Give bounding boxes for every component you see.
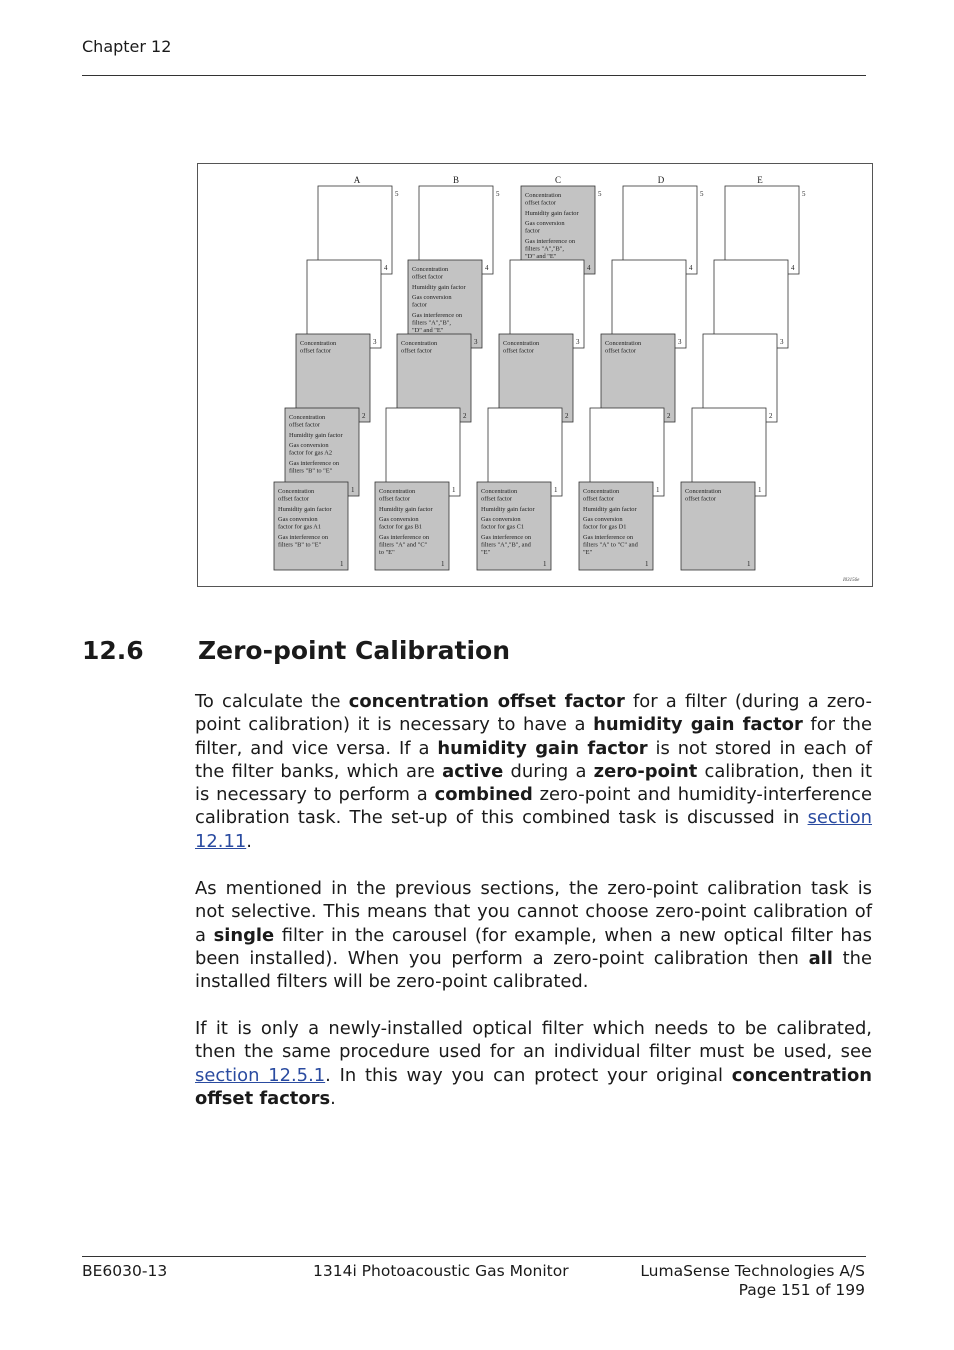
- sheet-text-line: Gas conversion: [583, 516, 623, 524]
- filter-bank-figure: [197, 163, 873, 587]
- sheet-text-line: "D" and "E": [412, 326, 444, 334]
- text-run: . In this way you can protect your original: [325, 1064, 732, 1086]
- sheet-text-line: Concentration: [278, 488, 315, 495]
- sheet-text-line: "D" and "E": [525, 252, 557, 260]
- sheet-text-line: Humidity gain factor: [481, 505, 535, 513]
- sheet-text-line: Concentration: [503, 340, 540, 347]
- sheet-text-line: Humidity gain factor: [583, 505, 637, 513]
- filter-sheet-e-1: [681, 482, 762, 570]
- sheet-text-line: offset factor: [685, 495, 716, 503]
- sheet-level-number: 3: [576, 338, 580, 346]
- filter-sheet-b-1: [375, 482, 456, 570]
- sheet-level-marker: 1: [747, 560, 751, 568]
- sheet-level-marker: 1: [441, 560, 445, 568]
- text-run: the installed filters will be zero-point calibrated.: [195, 947, 872, 993]
- text-run: for a filter (during a zero-point calibration) it is necessary to have a: [195, 691, 872, 736]
- sheet-text-line: factor for gas B1: [379, 523, 423, 531]
- sheet-text-line: filters "A" and "C": [379, 541, 428, 549]
- sheet-text-line: offset factor: [379, 495, 410, 503]
- sheet-level-number: 2: [463, 412, 467, 420]
- sheet-text-line: offset factor: [412, 273, 443, 281]
- sheet-text-line: Gas interference on: [278, 534, 329, 541]
- sheet-text-line: factor for gas A1: [278, 523, 322, 531]
- section-12-11-link[interactable]: section 12.11: [195, 807, 872, 852]
- filter-sheet-d-1: [579, 482, 660, 570]
- footer-doc-id: BE6030-13: [82, 1262, 168, 1280]
- sheet-text-line: offset factor: [583, 495, 614, 503]
- text-run: .: [246, 830, 252, 852]
- sheet-text-line: filters "B" to "E": [289, 467, 333, 475]
- footer-company: LumaSense Technologies A/S: [640, 1262, 865, 1280]
- sheet-text-line: Concentration: [300, 340, 337, 347]
- bold-term: combined: [434, 784, 533, 806]
- sheet-text-line: filters "A","B",: [525, 245, 565, 253]
- sheet-text-line: Concentration: [289, 414, 326, 421]
- sheet-level-number: 3: [780, 338, 784, 346]
- text-run: during a: [503, 760, 594, 782]
- footer-page: Page 151 of 199: [738, 1281, 865, 1299]
- sheet-text-line: offset factor: [401, 347, 432, 355]
- sheet-level-number: 3: [678, 338, 682, 346]
- sheet-text-line: filters "A","B", and: [481, 541, 531, 549]
- sheet-level-number: 1: [351, 486, 355, 494]
- sheet-level-number: 4: [689, 264, 693, 272]
- filter-bank-diagram: [197, 163, 873, 587]
- sheet-level-number: 1: [758, 486, 762, 494]
- column-label-b: B: [452, 175, 460, 185]
- paragraph-1: [195, 690, 872, 853]
- filter-sheet-c-1: [477, 482, 558, 570]
- sheet-level-number: 3: [474, 338, 478, 346]
- sheet-text-line: Gas conversion: [525, 220, 565, 228]
- sheet-level-number: 2: [667, 412, 671, 420]
- sheet-level-number: 1: [554, 486, 558, 494]
- sheet-level-number: 5: [700, 190, 704, 198]
- sheet-text-line: Gas interference on: [289, 460, 340, 467]
- sheet-level-marker: 1: [543, 560, 547, 568]
- sheet-text-line: Gas conversion: [481, 516, 521, 524]
- sheet-level-number: 2: [565, 412, 569, 420]
- bold-term: single: [213, 924, 275, 946]
- sheet-text-line: Concentration: [605, 340, 642, 347]
- bold-term: active: [442, 760, 504, 782]
- sheet-text-line: Gas interference on: [583, 534, 634, 541]
- text-run: To calculate the: [195, 691, 349, 712]
- section-heading: [82, 636, 510, 665]
- sheet-text-line: offset factor: [289, 421, 320, 429]
- sheet-text-line: Concentration: [412, 266, 449, 273]
- sheet-text-line: "E": [583, 548, 593, 556]
- sheet-level-number: 5: [496, 190, 500, 198]
- sheet-level-number: 1: [656, 486, 660, 494]
- paragraph-3: [195, 1017, 872, 1110]
- footer-rule: [82, 1256, 866, 1257]
- sheet-level-number: 4: [485, 264, 489, 272]
- sheet-text-line: Gas conversion: [278, 516, 318, 524]
- sheet-text-line: filters "A" to "C" and: [583, 541, 638, 549]
- sheet-text-line: offset factor: [300, 347, 331, 355]
- sheet-text-line: Concentration: [401, 340, 438, 347]
- sheet-text-line: Gas interference on: [412, 312, 463, 319]
- section-title: Zero-point Calibration: [198, 636, 510, 665]
- sheet-text-line: factor for gas D1: [583, 523, 627, 531]
- sheet-level-number: 4: [384, 264, 388, 272]
- sheet-text-line: factor: [525, 227, 540, 235]
- sheet-text-line: Gas interference on: [525, 238, 576, 245]
- text-run: for the filter, and vice versa. If a: [195, 714, 872, 759]
- sheet-text-line: offset factor: [525, 199, 556, 207]
- sheet-level-number: 5: [802, 190, 806, 198]
- sheet-level-marker: 1: [340, 560, 344, 568]
- paragraph-2: [195, 877, 872, 993]
- chapter-label: Chapter 12: [82, 37, 172, 56]
- sheet-text-line: Concentration: [583, 488, 620, 495]
- sheet-text-line: to "E": [379, 548, 395, 556]
- sheet-text-line: Gas interference on: [481, 534, 532, 541]
- sheet-text-line: Gas conversion: [379, 516, 419, 524]
- text-run: is not stored in each of the filter banks, which are: [195, 737, 872, 782]
- bold-term: all: [808, 947, 833, 969]
- section-12-5-1-link[interactable]: section 12.5.1: [195, 1064, 326, 1086]
- bold-term: concentration offset factor: [348, 691, 625, 712]
- sheet-level-number: 2: [362, 412, 366, 420]
- text-run: filter in the carousel (for example, when a new optical filter has been installed). When you perform a zero-point calibration then: [195, 924, 872, 969]
- sheet-text-line: Concentration: [481, 488, 518, 495]
- header-rule: [82, 75, 866, 76]
- sheet-text-line: "E": [481, 548, 491, 556]
- text-run: If it is only a newly-installed optical filter which needs to be calibrated, then the same procedure used for an individual filter must be used, see: [195, 1018, 872, 1063]
- sheet-text-line: offset factor: [481, 495, 512, 503]
- bold-term: humidity gain factor: [593, 714, 803, 736]
- bold-term: humidity gain factor: [437, 737, 648, 759]
- sheet-level-marker: 1: [645, 560, 649, 568]
- sheet-text-line: Humidity gain factor: [412, 283, 466, 291]
- sheet-text-line: filters "B" to "E": [278, 541, 322, 549]
- sheet-text-line: Gas conversion: [289, 442, 329, 450]
- column-label-a: A: [353, 175, 361, 185]
- column-label-d: D: [657, 175, 665, 185]
- sheet-level-number: 5: [598, 190, 602, 198]
- sheet-text-line: Concentration: [685, 488, 722, 495]
- sheet-level-number: 2: [769, 412, 773, 420]
- sheet-text-line: factor for gas A2: [289, 449, 333, 457]
- column-label-c: C: [554, 175, 562, 185]
- bold-term: zero-point: [593, 760, 698, 782]
- sheet-level-number: 4: [587, 264, 591, 272]
- sheet-text-line: factor: [412, 301, 427, 309]
- text-run: .: [330, 1087, 336, 1109]
- sheet-level-number: 3: [373, 338, 377, 346]
- footer-product: 1314i Photoacoustic Gas Monitor: [313, 1262, 569, 1280]
- sheet-text-line: Concentration: [379, 488, 416, 495]
- filter-sheet-a-1: [274, 482, 355, 570]
- sheet-text-line: Concentration: [525, 192, 562, 199]
- text-run: calibration, then it is necessary to perform a: [195, 760, 872, 806]
- bold-term: concentration offset factors: [195, 1064, 872, 1109]
- sheet-text-line: Humidity gain factor: [525, 209, 579, 217]
- sheet-text-line: Humidity gain factor: [278, 505, 332, 513]
- sheet-text-line: Gas interference on: [379, 534, 430, 541]
- sheet-text-line: Humidity gain factor: [379, 505, 433, 513]
- sheet-text-line: filters "A","B",: [412, 319, 452, 327]
- sheet-text-line: offset factor: [605, 347, 636, 355]
- text-run: As mentioned in the previous sections, the zero-point calibration task is not selective. This means that you cannot choose zero-point calibration of a: [195, 878, 872, 946]
- text-run: zero-point and humidity-interference calibration task. The set-up of this combined task is discussed in: [195, 784, 872, 829]
- section-number: 12.6: [82, 636, 144, 665]
- sheet-text-line: factor for gas C1: [481, 523, 525, 531]
- sheet-level-number: 4: [791, 264, 795, 272]
- sheet-text-line: offset factor: [278, 495, 309, 503]
- sheet-text-line: offset factor: [503, 347, 534, 355]
- sheet-level-number: 1: [452, 486, 456, 494]
- sheet-text-line: Humidity gain factor: [289, 431, 343, 439]
- figure-code: I03156e: [843, 578, 860, 583]
- sheet-level-number: 5: [395, 190, 399, 198]
- sheet-text-line: Gas conversion: [412, 294, 452, 302]
- column-label-e: E: [757, 175, 763, 185]
